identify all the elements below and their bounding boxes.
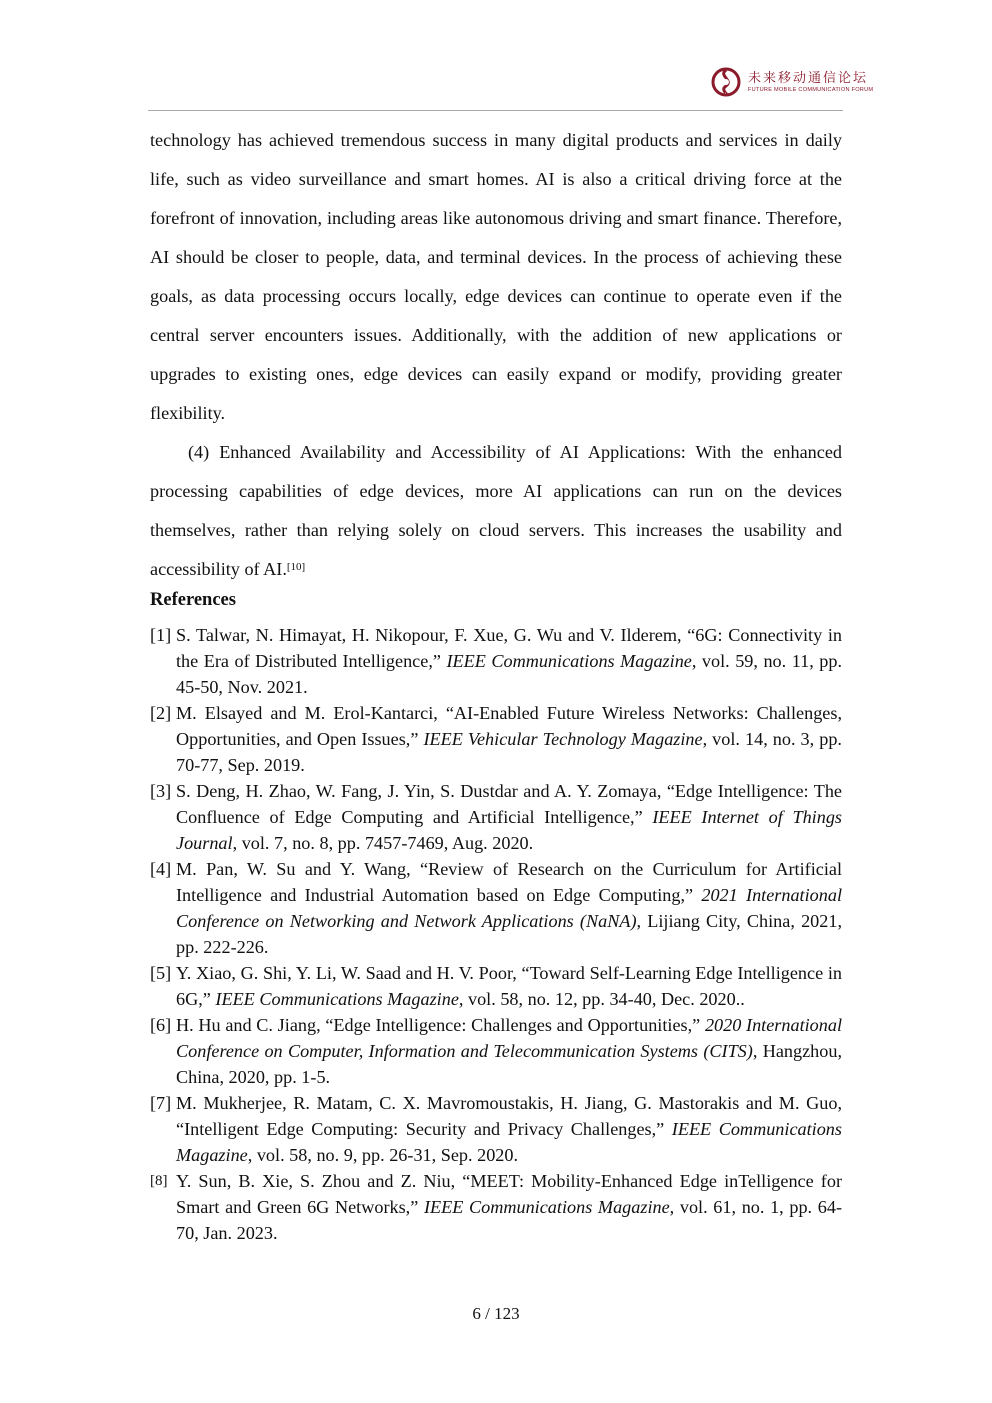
reference-text bbox=[176, 1168, 842, 1246]
reference-venue: IEEE Communications Magazine bbox=[423, 1197, 670, 1217]
body-text bbox=[150, 121, 842, 589]
reference-authors-title: Y. Sun, B. Xie, S. Zhou and Z. Niu, “MEET: Mobility-Enhanced Edge inTelligence for Smart and Green 6G Networks,” bbox=[176, 1171, 842, 1217]
reference-authors-title: M. Pan, W. Su and Y. Wang, “Review of Research on the Curriculum for Artificial Intelligence and Industrial Automation based on Edge Computing,” bbox=[176, 859, 842, 905]
reference-list bbox=[150, 622, 842, 1246]
reference-item bbox=[150, 1090, 842, 1168]
reference-number: [5] bbox=[150, 963, 172, 983]
reference-number: [3] bbox=[150, 781, 172, 801]
reference-text bbox=[176, 778, 842, 856]
reference-details: , vol. 7, no. 8, pp. 7457-7469, Aug. 2020. bbox=[232, 833, 534, 853]
forum-logo-icon bbox=[710, 66, 742, 98]
page-header bbox=[0, 0, 992, 115]
reference-number: [7] bbox=[150, 1093, 172, 1113]
reference-text bbox=[176, 700, 842, 778]
reference-item bbox=[150, 960, 842, 1012]
reference-text bbox=[176, 856, 842, 960]
reference-authors-title: Y. Xiao, G. Shi, Y. Li, W. Saad and H. V. Poor, “Toward Self-Learning Edge Intelligence in 6G,” bbox=[176, 963, 842, 1009]
paragraph-text: (4) Enhanced Availability and Accessibility of AI Applications: With the enhanced processing capabilities of edge devices, more AI applications can run on the devices themselves, rather than relying solely on cloud servers. This increases the usability and accessibility of AI. bbox=[150, 442, 842, 579]
reference-item bbox=[150, 1168, 842, 1246]
body-paragraph: technology has achieved tremendous success in many digital products and services in daily life, such as video surveillance and smart homes. AI is also a critical driving force at the forefront of innovation, including areas like autonomous driving and smart finance. Therefore, AI should be closer to people, data, and terminal devices. In the process of achieving these goals, as data processing occurs locally, edge devices can continue to operate even if the central server encounters issues. Additionally, with the addition of new applications or upgrades to existing ones, edge devices can easily expand or modify, providing greater flexibility. bbox=[150, 130, 842, 423]
reference-venue: 2020 International Conference on Computer, Information and Telecommunication Systems (CITS) bbox=[176, 1015, 843, 1061]
logo-english-text: FUTURE MOBILE COMMUNICATION FORUM bbox=[748, 86, 874, 93]
reference-venue: IEEE Internet of Things Journal bbox=[176, 807, 842, 853]
header-divider bbox=[148, 110, 843, 111]
reference-venue: 2021 International Conference on Networking and Network Applications (NaNA) bbox=[176, 885, 842, 931]
reference-number: [6] bbox=[150, 1015, 172, 1035]
reference-number: [1] bbox=[150, 625, 172, 645]
body-paragraph bbox=[150, 433, 842, 589]
reference-item bbox=[150, 778, 842, 856]
citation-superscript: [10] bbox=[286, 560, 306, 573]
references-heading: References bbox=[150, 590, 236, 610]
logo-chinese-text: 未来移动通信论坛 bbox=[748, 70, 869, 86]
reference-number: [4] bbox=[150, 859, 172, 879]
reference-text bbox=[176, 622, 842, 700]
reference-authors-title: M. Elsayed and M. Erol-Kantarci, “AI-Enabled Future Wireless Networks: Challenges, Opportunities, and Open Issues,” bbox=[176, 703, 842, 749]
reference-details: , vol. 58, no. 12, pp. 34-40, Dec. 2020.. bbox=[458, 989, 745, 1009]
reference-text bbox=[176, 960, 842, 1012]
reference-text bbox=[176, 1012, 842, 1090]
reference-number: [2] bbox=[150, 703, 172, 723]
reference-details: , Hangzhou, China, 2020, pp. 1-5. bbox=[176, 1041, 842, 1087]
reference-text bbox=[176, 1090, 842, 1168]
reference-authors-title: S. Deng, H. Zhao, W. Fang, J. Yin, S. Dustdar and A. Y. Zomaya, “Edge Intelligence: The Confluence of Edge Computing and Artificial Intelligence,” bbox=[176, 781, 842, 827]
reference-item bbox=[150, 1012, 842, 1090]
reference-item bbox=[150, 856, 842, 960]
reference-number: [8] bbox=[150, 1173, 168, 1189]
reference-item bbox=[150, 622, 842, 700]
reference-details: , vol. 61, no. 1, pp. 64-70, Jan. 2023. bbox=[176, 1197, 843, 1243]
reference-venue: IEEE Communications Magazine bbox=[176, 1119, 842, 1165]
reference-venue: IEEE Vehicular Technology Magazine bbox=[423, 729, 703, 749]
reference-authors-title: H. Hu and C. Jiang, “Edge Intelligence: Challenges and Opportunities,” bbox=[176, 1015, 705, 1035]
reference-details: , vol. 58, no. 9, pp. 26-31, Sep. 2020. bbox=[247, 1145, 519, 1165]
reference-authors-title: S. Talwar, N. Himayat, H. Nikopour, F. Xue, G. Wu and V. Ilderem, “6G: Connectivity in the Era of Distributed Intelligence,” bbox=[176, 625, 842, 671]
reference-authors-title: M. Mukherjee, R. Matam, C. X. Mavromoustakis, H. Jiang, G. Mastorakis and M. Guo, “Intelligent Edge Computing: Security and Privacy Challenges,” bbox=[176, 1093, 842, 1139]
reference-venue: IEEE Communications Magazine bbox=[215, 989, 459, 1009]
reference-details: , vol. 14, no. 3, pp. 70-77, Sep. 2019. bbox=[176, 729, 842, 775]
page-number: 6 / 123 bbox=[472, 1304, 520, 1323]
reference-venue: IEEE Communications Magazine bbox=[446, 651, 692, 671]
forum-logo bbox=[710, 66, 873, 98]
reference-details: , Lijiang City, China, 2021, pp. 222-226. bbox=[176, 911, 842, 957]
reference-item bbox=[150, 700, 842, 778]
reference-details: , vol. 59, no. 11, pp. 45-50, Nov. 2021. bbox=[176, 651, 842, 697]
